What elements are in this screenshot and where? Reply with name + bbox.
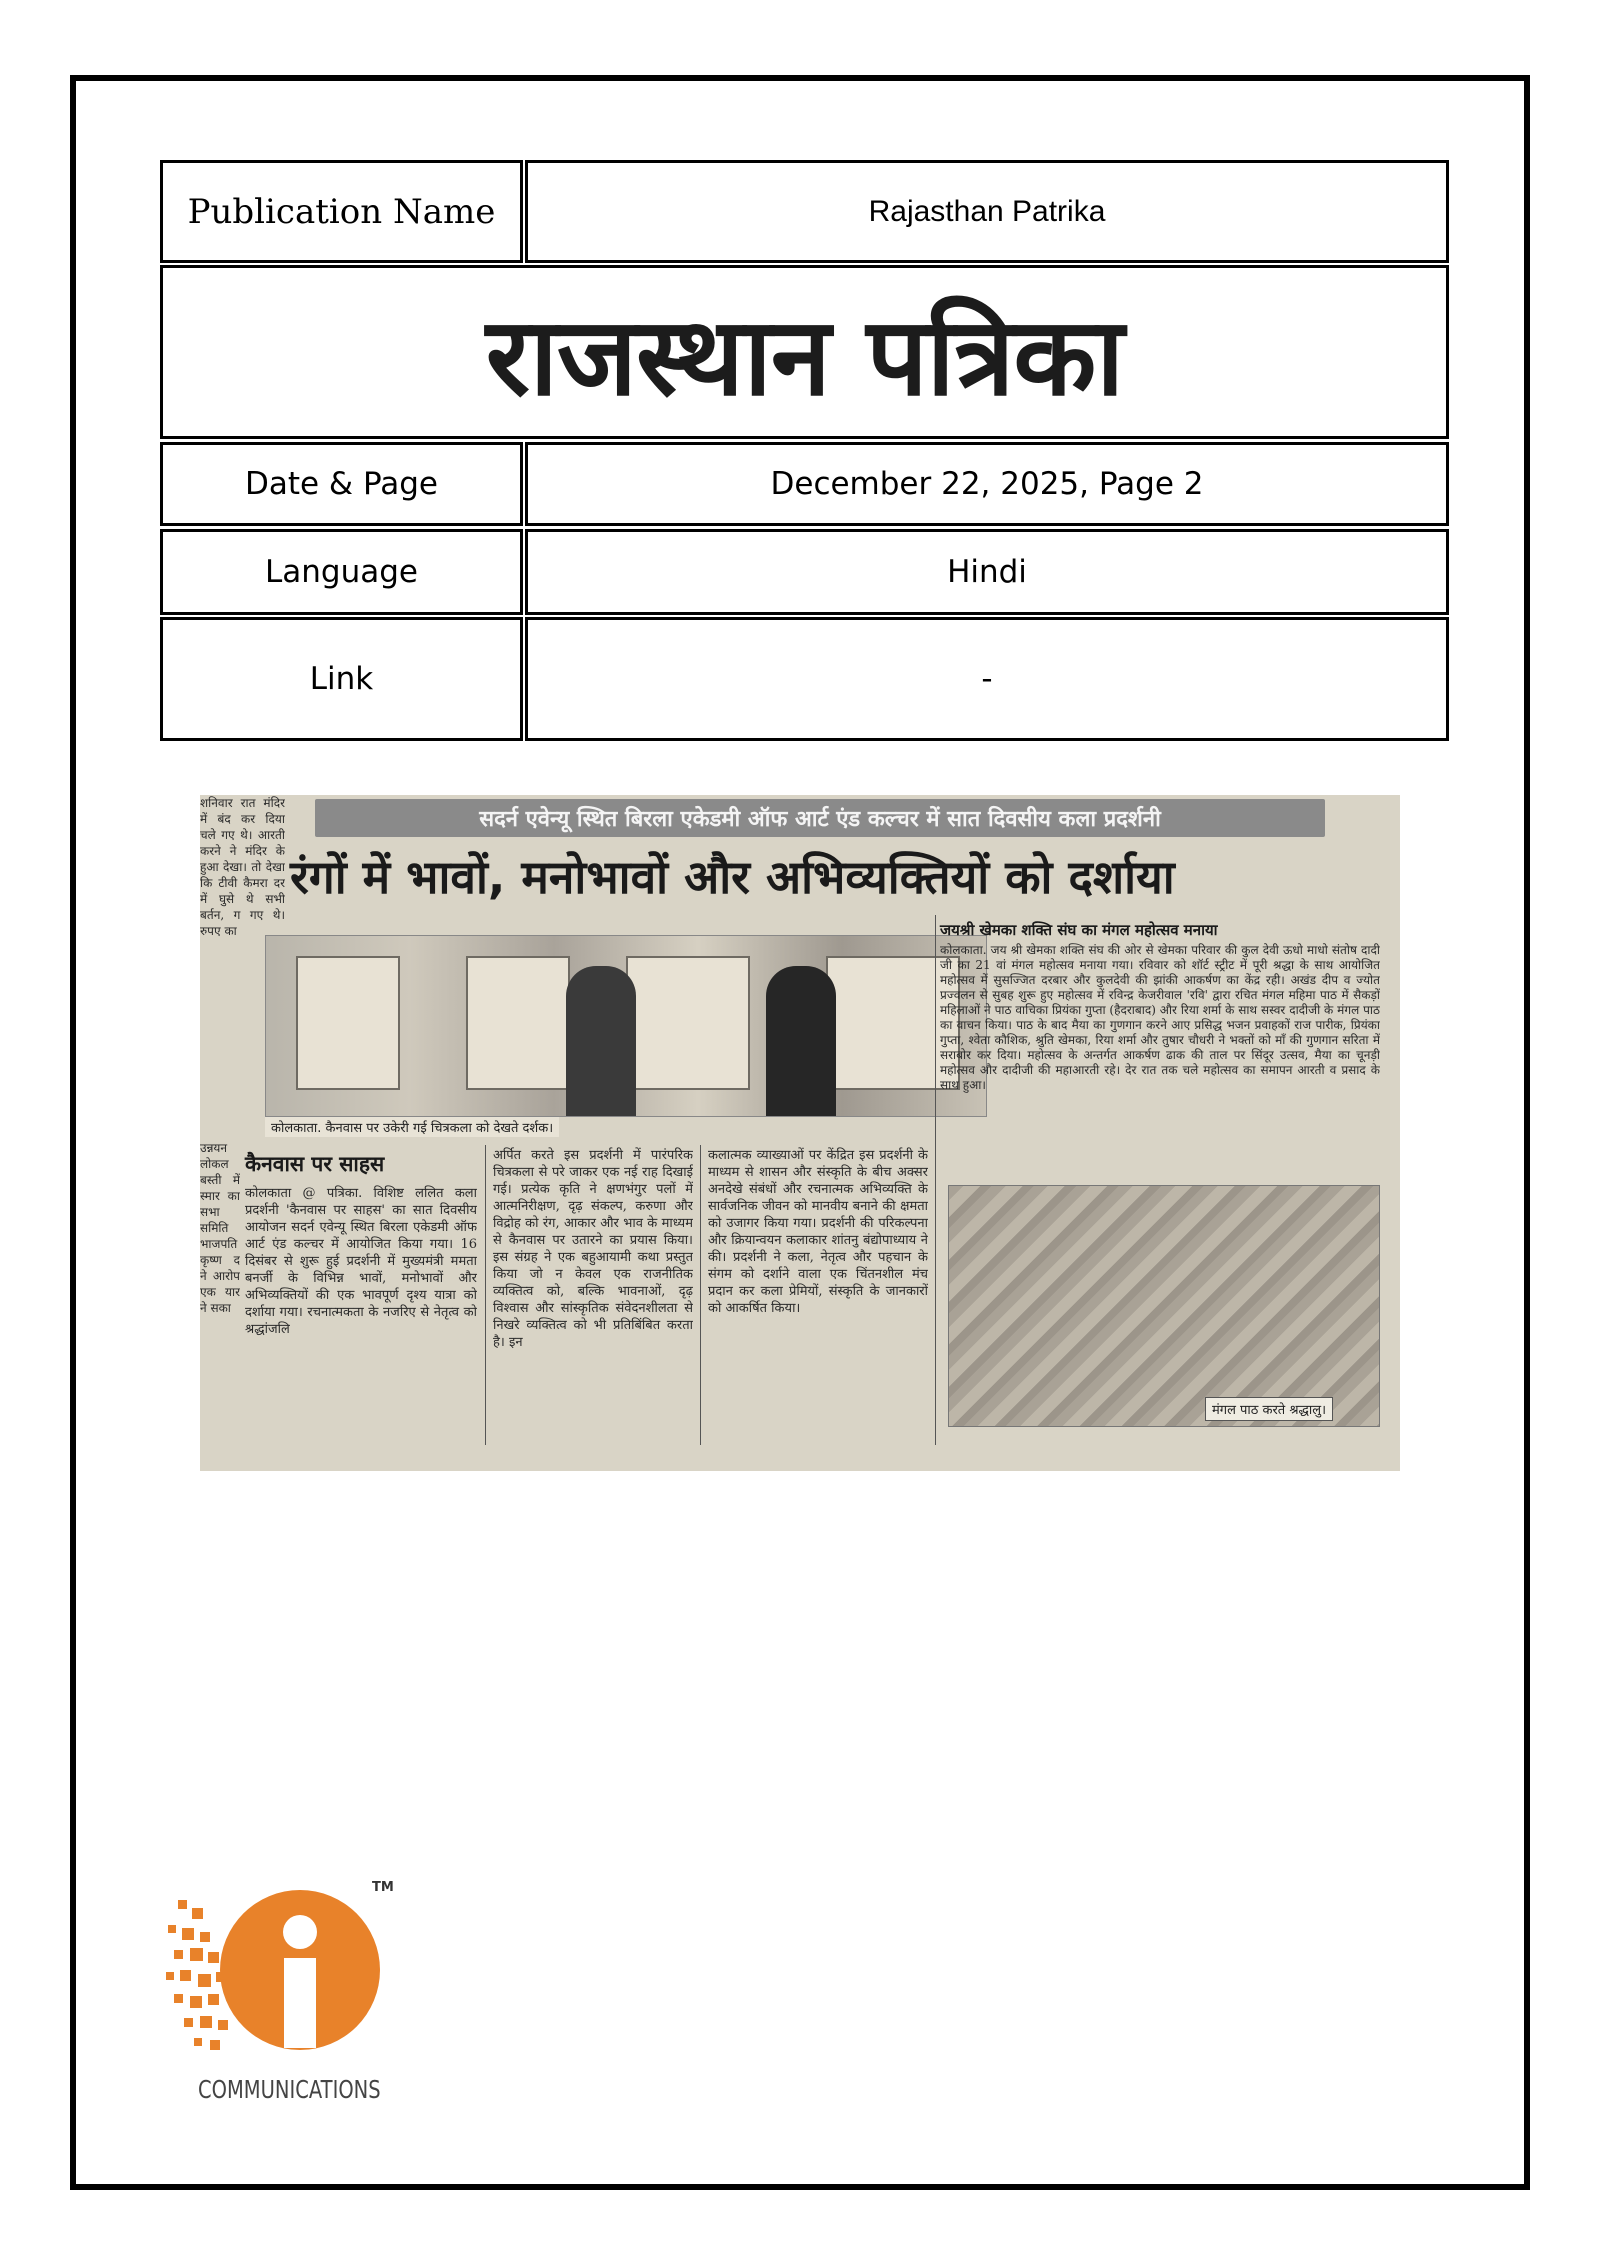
i-logo-icon xyxy=(160,1880,400,2075)
masthead-cell xyxy=(160,265,1449,439)
left-edge-column-2: उन्नयन लोकल बस्ती में स्मार का सभा समिति भाजपति कृष्ण द ने आरोप एक यार ने सका xyxy=(200,1141,240,1315)
side-article-headline: जयश्री खेमका शक्ति संघ का मंगल महोत्सव मनाया xyxy=(940,921,1218,939)
article-column-1: कोलकाता @ पत्रिका. विशिष्ट ललित कला प्रदर्शनी 'कैनवास पर साहस' का सात दिवसीय आयोजन सदर्न एवेन्यू स्थित बिरला एकेडमी ऑफ आर्ट एंड कल्चर में आयोजित किया गया। 16 दिसंबर से शुरू हुई प्रदर्शनी में मुख्यमंत्री ममता बनर्जी के विभिन्न भावों, मनोभावों और अभिव्यक्तियों की एक भावपूर्ण दृश्य यात्रा को दर्शाया गया। रचनात्मकता के नजरिए से नेतृत्व को श्रद्धांजलि xyxy=(245,1186,477,1337)
publication-value-text: Rajasthan Patrika xyxy=(868,194,1106,228)
link-value[interactable] xyxy=(525,617,1449,741)
language-value xyxy=(525,529,1449,615)
link-label-text: Link xyxy=(309,661,374,697)
article-kicker: सदर्न एवेन्यू स्थित बिरला एकेडमी ऑफ आर्ट एंड कल्चर में सात दिवसीय कला प्रदर्शनी xyxy=(315,799,1325,837)
publication-label xyxy=(160,160,523,263)
column-divider-3 xyxy=(935,915,936,1445)
article-column-3: कलात्मक व्याख्याओं पर केंद्रित इस प्रदर्शनी के माध्यम से शासन और संस्कृति के बीच अक्सर अनदेखे संबंधों और रचनात्मक अभिव्यक्ति के सार्वजनिक जीवन को मानवीय बनाने की क्षमता को उजागर किया गया। प्रदर्शनी की परिकल्पना और क्रियान्वयन कलाकार शांतनु बंद्योपाध्याय ने की। प्रदर्शनी ने कला, नेतृत्व और पहचान के संगम को दर्शाने वाला एक चिंतनशील मंच प्रदान कर कला प्रेमियों, संस्कृति के जानकारों को आकर्षित किया। xyxy=(708,1148,928,1316)
date-label-text: Date & Page xyxy=(244,466,439,502)
article-headline: रंगों में भावों, मनोभावों और अभिव्यक्तियों को दर्शाया xyxy=(290,850,1175,904)
logo-wordmark: COMMUNICATIONS xyxy=(198,2075,381,2104)
i-communications-logo xyxy=(160,1880,400,2110)
painting-1 xyxy=(296,956,400,1090)
language-value-text: Hindi xyxy=(947,554,1027,590)
date-label xyxy=(160,442,523,526)
article-subheadline: कैनवास पर साहस xyxy=(245,1152,385,1176)
masthead: राजस्थान पत्रिका xyxy=(485,294,1124,420)
language-label xyxy=(160,529,523,615)
article-column-2: अर्पित करते इस प्रदर्शनी में पारंपरिक चित्रकला से परे जाकर एक नई राह दिखाई गई। प्रत्येक कृति ने क्षणभंगुर पलों में आत्मनिरीक्षण, दृढ़ संकल्प, करुणा और विद्रोह को रंग, आकार और भाव के माध्यम से कैनवास पर उतारने का प्रयास किया। इस संग्रह ने एक बहुआयामी कथा प्रस्तुत किया जो न केवल एक राजनीतिक व्यक्तित्व को, बल्कि भावनाओं, दृढ़ विश्वास और सांस्कृतिक संवेदनशीलता से निखरे व्यक्तित्व को भी प्रतिबिंबित करता है। इन xyxy=(493,1148,693,1350)
date-value-text: December 22, 2025, Page 2 xyxy=(770,466,1204,502)
language-label-text: Language xyxy=(265,554,418,590)
date-value xyxy=(525,442,1449,526)
trademark-mark: TM xyxy=(372,1880,394,1895)
side-article-text: कोलकाता. जय श्री खेमका शक्ति संघ की ओर से खेमका परिवार की कुल देवी ऊधो माधो संतोष दादी जी का 21 वां मंगल महोत्सव मनाया गया। रविवार को शॉर्ट स्ट्रीट में पूरी श्रद्धा के साथ आयोजित महोत्सव में सुसज्जित दरबार और कुलदेवी की झांकी आकर्षण का केंद्र रही। अखंड दीप व ज्योत प्रज्वलन से सुबह शुरू हुए महोत्सव में रविन्द्र केजरीवाल 'रवि' द्वारा रचित मंगल महिमा पाठ में सैकड़ों महिलाओं ने पाठ वाचिका प्रियंका गुप्ता (हैदराबाद) और रिया शर्मा के साथ सस्वर दादीजी के मंगल पाठ का वाचन किया। पाठ के बाद मैया का गुणगान करने आए प्रसिद्ध भजन प्रवाहकों राज पारीक, प्रियंका गुप्ता, श्वेता कौशिक, श्रुति खेमका, रिया शर्मा और तुषार चौधरी ने भक्तों को माँ की गुणगान सरिता में सराबोर कर दिया। महोत्सव के अन्तर्गत आकर्षण ढाक की ताल पर सिंदूर उत्सव, मैया का चूनड़ी महोत्सव और दादीजी की महाआरती रहे। देर रात तक चले महोत्सव का समापन आरती व प्रसाद के साथ हुआ। xyxy=(940,943,1380,1092)
publication-value xyxy=(525,160,1449,263)
link-label xyxy=(160,617,523,741)
exhibition-photo xyxy=(265,935,987,1117)
column-divider-1 xyxy=(485,1145,486,1445)
devotees-photo-caption: मंगल पाठ करते श्रद्धालु। xyxy=(1205,1397,1333,1421)
column-divider-2 xyxy=(700,1145,701,1445)
link-value-text: - xyxy=(981,661,993,697)
painting-3 xyxy=(626,956,750,1090)
devotees-photo xyxy=(948,1185,1380,1427)
left-edge-column: शनिवार रात मंदिर में बंद कर दिया चले गए थे। आरती करने ने मंदिर के हुआ देखा। तो देखा कि टीवी कैमरा दर में घुसे थे सभी बर्तन, ग गए थे। रुपए का xyxy=(200,796,285,938)
visitor-1 xyxy=(566,966,636,1116)
publication-label-text: Publication Name xyxy=(187,191,496,232)
visitor-2 xyxy=(766,966,836,1116)
photo-caption: कोलकाता. कैनवास पर उकेरी गई चित्रकला को देखते दर्शक। xyxy=(265,1117,559,1137)
newspaper-clipping xyxy=(200,795,1400,1471)
painting-2 xyxy=(466,956,570,1090)
